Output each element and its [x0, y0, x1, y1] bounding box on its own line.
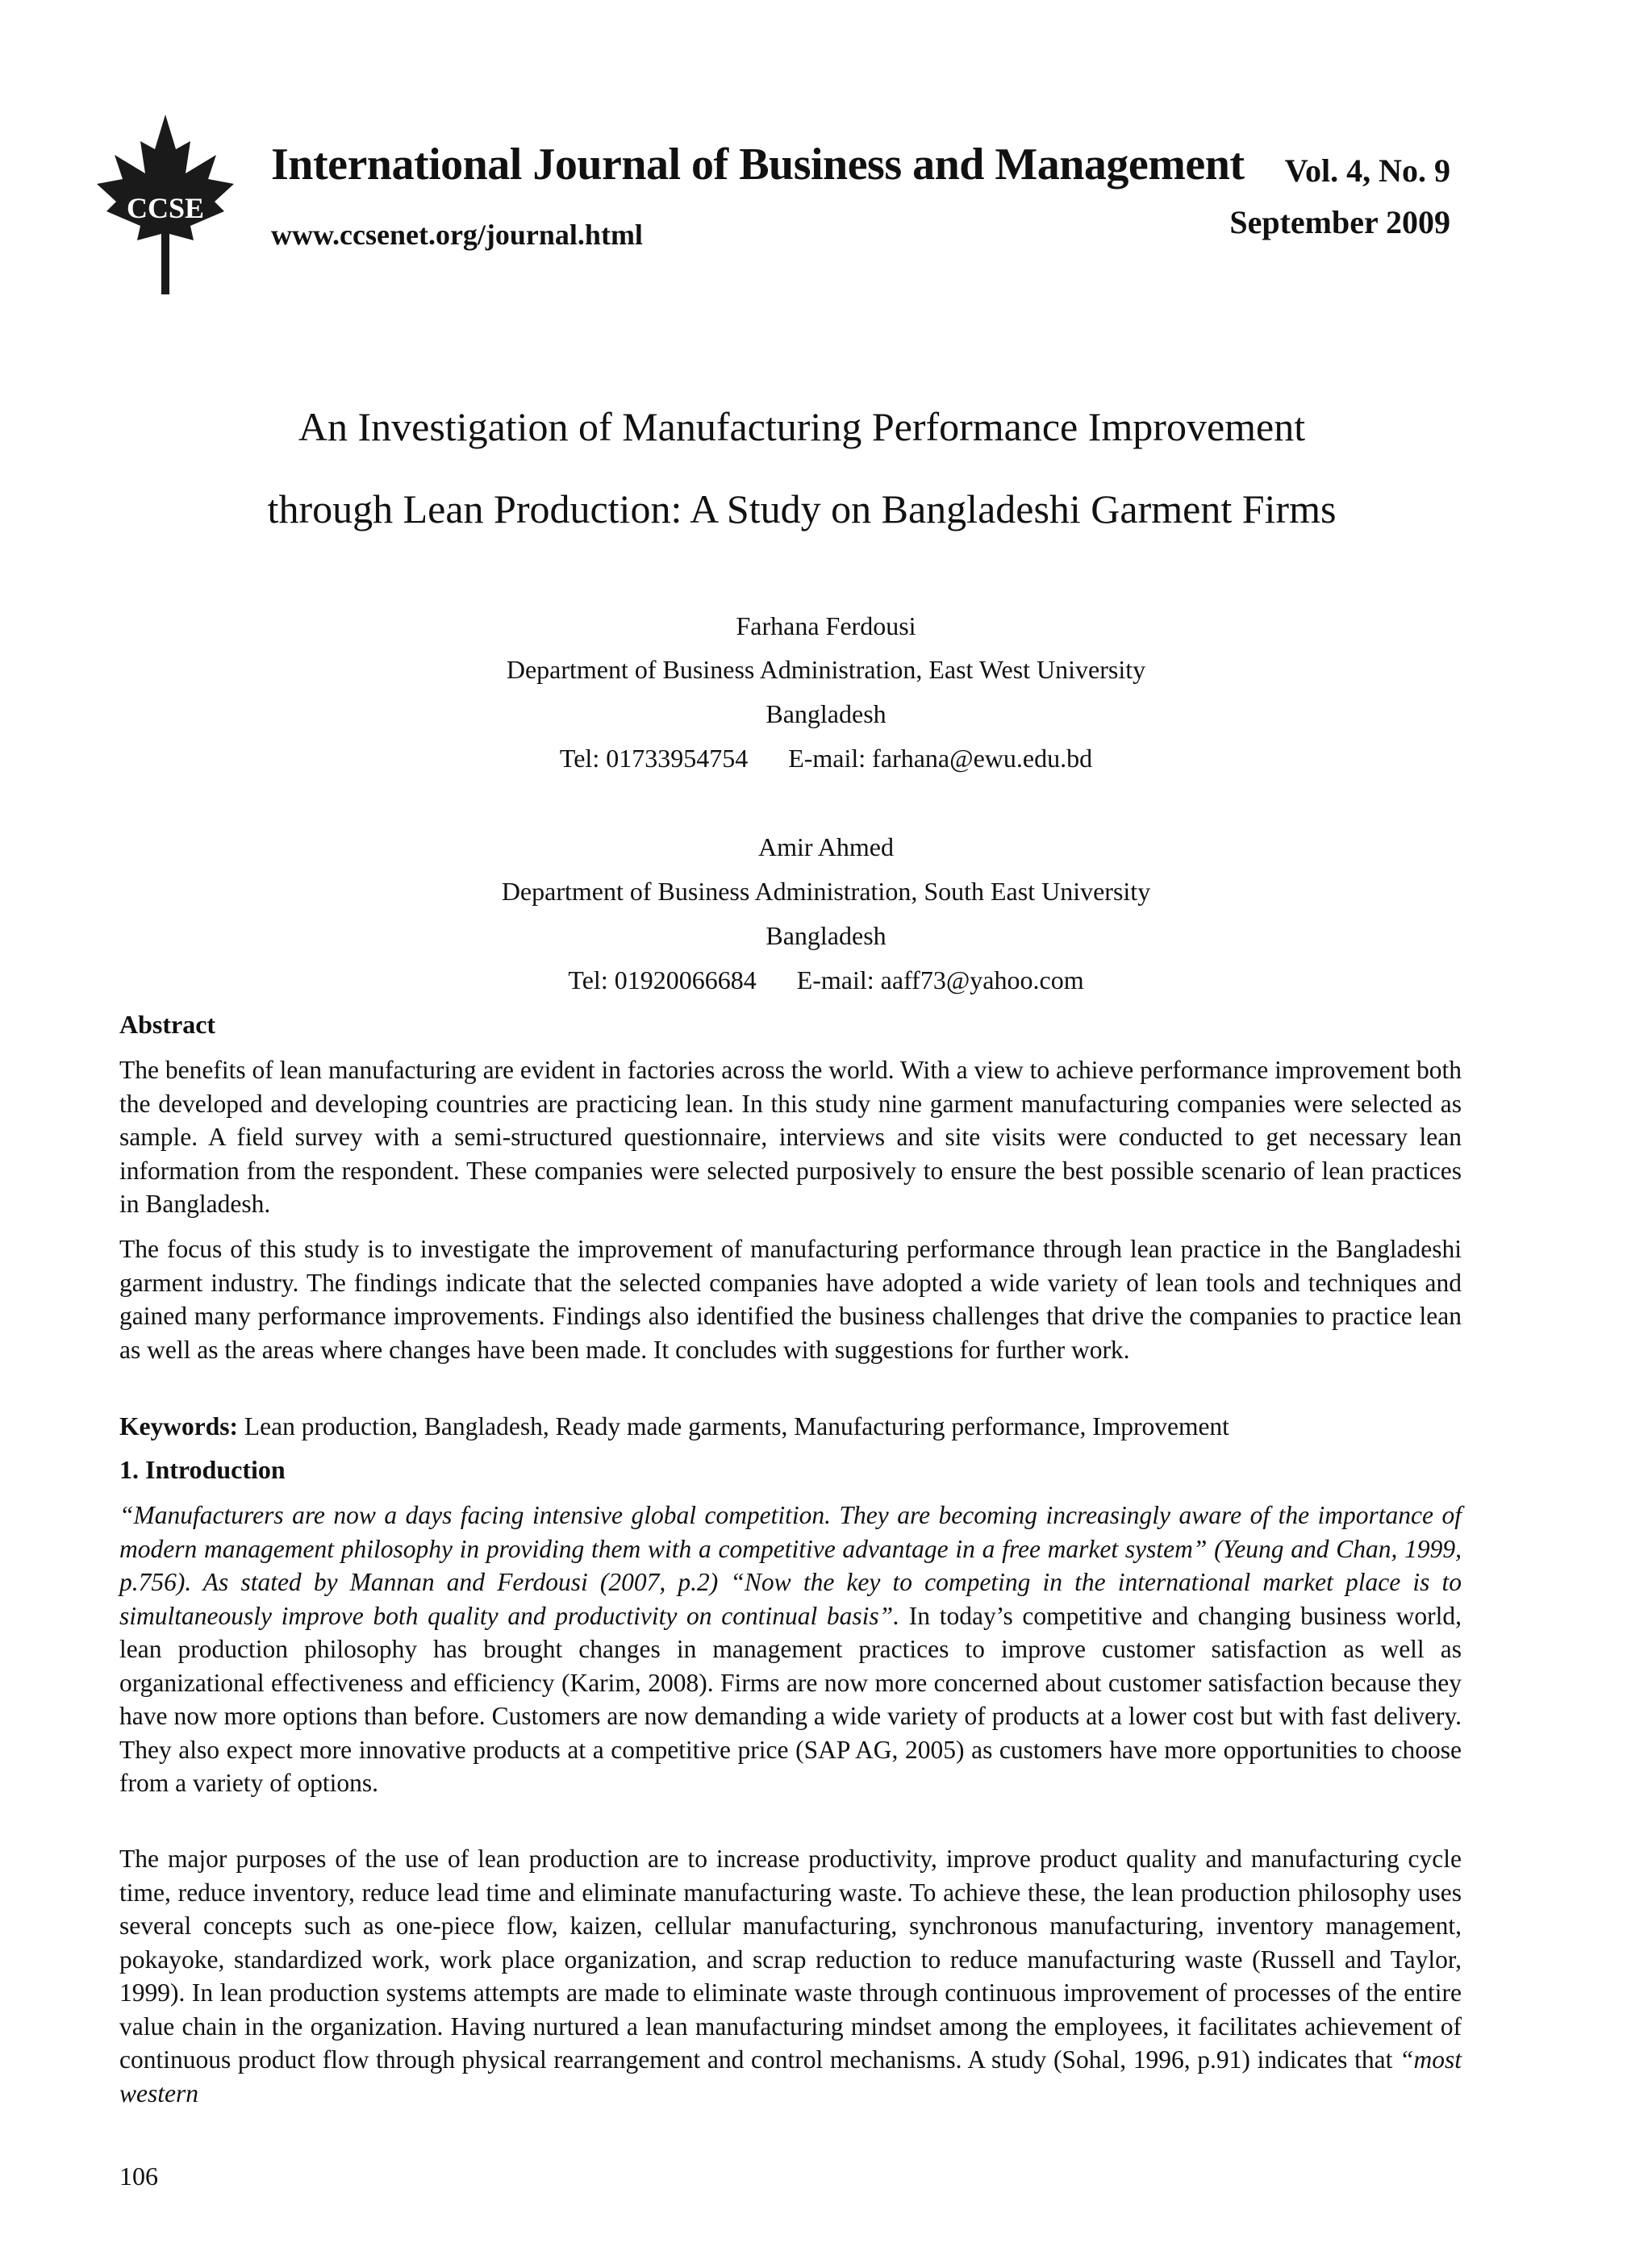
keywords-label: Keywords: [119, 1412, 238, 1440]
author-1-name: Farhana Ferdousi [736, 611, 916, 640]
author-2-country: Bangladesh [766, 921, 886, 950]
article-title-line-1: An Investigation of Manufacturing Performance Improvement [298, 404, 1306, 449]
introduction-heading: 1. Introduction [119, 1455, 286, 1484]
author-1-tel: Tel: 01733954754 [559, 744, 749, 773]
abstract-paragraph-2: The focus of this study is to investigate the improvement of manufacturing performance through lean practice in the Bangladeshi garment industry. The findings indicate that the selected companies have adopted a wide variety of lean tools and techniques and gained many performance improvements. Findings also identified the business challenges that drive the companies to practice lean as well as the areas where changes have been made. It concludes with suggestions for further work. [119, 1235, 1462, 1364]
intro-paragraph-2-text: The major purposes of the use of lean production are to increase productivity, improve product quality and manufacturing cycle time, reduce inventory, reduce lead time and eliminate manufacturing waste. To achieve these, the lean production philosophy uses several concepts such as one-piece flow, kaizen, cellular manufacturing, synchronous manufacturing, inventory management, pokayoke, standardized work, work place organization, and scrap reduction to reduce manufacturing waste (Russell and Taylor, 1999). In lean production systems attempts are made to eliminate waste through continuous improvement of processes of the entire value chain in the organization. Having nurtured a lean manufacturing mindset among the employees, it facilitates achievement of continuous product flow through physical rearrangement and control mechanisms. A study (Sohal, 1996, p.91) indicates that [119, 1845, 1462, 2074]
intro-paragraph-2-quote: “most western [119, 2045, 1462, 2108]
journal-url[interactable]: www.ccsenet.org/journal.html [271, 219, 643, 251]
keywords-text: Lean production, Bangladesh, Ready made garments, Manufacturing performance, Improvement [237, 1412, 1229, 1440]
author-1-country: Bangladesh [766, 699, 886, 728]
intro-paragraph-1-text: In today’s competitive and changing business world, lean production philosophy has brought changes in management practices to improve customer satisfaction as well as organizational effectiveness and efficiency (Karim, 2008). Firms are now more concerned about customer satisfaction because they have now more options than before. Customers are now demanding a wide variety of products at a lower cost but with fast delivery. They also expect more innovative products at a competitive price (SAP AG, 2005) as customers have more opportunities to choose from a variety of options. [119, 1601, 1462, 1797]
abstract-heading: Abstract [119, 1010, 216, 1039]
abstract-paragraph-1: The benefits of lean manufacturing are evident in factories across the world. With a view to achieve performance improvement both the developed and developing countries are practicing lean. In this study nine garment manufacturing companies were selected as sample. A field survey with a semi-structured questionnaire, interviews and site visits were conducted to get necessary lean information from the respondent. These companies were selected purposively to ensure the best possible scenario of lean practices in Bangladesh. [119, 1056, 1462, 1218]
volume-issue: Vol. 4, No. 9 [1284, 152, 1450, 189]
maple-leaf-logo [95, 113, 236, 294]
issue-date: September 2009 [1229, 204, 1450, 240]
author-2-name: Amir Ahmed [758, 832, 894, 861]
author-2-department: Department of Business Administration, South East University [501, 877, 1151, 906]
logo-text: CCSE [126, 192, 205, 224]
keywords-line [119, 1410, 1462, 1444]
author-2-email[interactable]: E-mail: aaff73@yahoo.com [796, 965, 1084, 994]
author-1-contact [0, 744, 1652, 773]
introduction-paragraph-1 [119, 1499, 1462, 1800]
author-1-department: Department of Business Administration, East West University [506, 655, 1146, 684]
journal-title: International Journal of Business and Management [271, 140, 1245, 190]
intro-quote: “Manufacturers are now a days facing intensive global competition. They are becoming increasingly aware of the importance of modern management philosophy in providing them with a competitive advantage in a free market system” (Yeung and Chan, 1999, p.756). As stated by Mannan and Ferdousi (2007, p.2) “Now the key to competing in the international market place is to simultaneously improve both quality and productivity on continual basis”. [119, 1501, 1462, 1630]
article-title-line-2: through Lean Production: A Study on Bangladeshi Garment Firms [267, 486, 1337, 532]
introduction-paragraph-2 [119, 1842, 1462, 2110]
author-1-email[interactable]: E-mail: farhana@ewu.edu.bd [788, 744, 1093, 773]
author-2-tel: Tel: 01920066684 [568, 965, 757, 994]
journal-header [95, 105, 1450, 339]
author-2-contact [0, 965, 1652, 995]
page-number: 106 [119, 2162, 158, 2191]
